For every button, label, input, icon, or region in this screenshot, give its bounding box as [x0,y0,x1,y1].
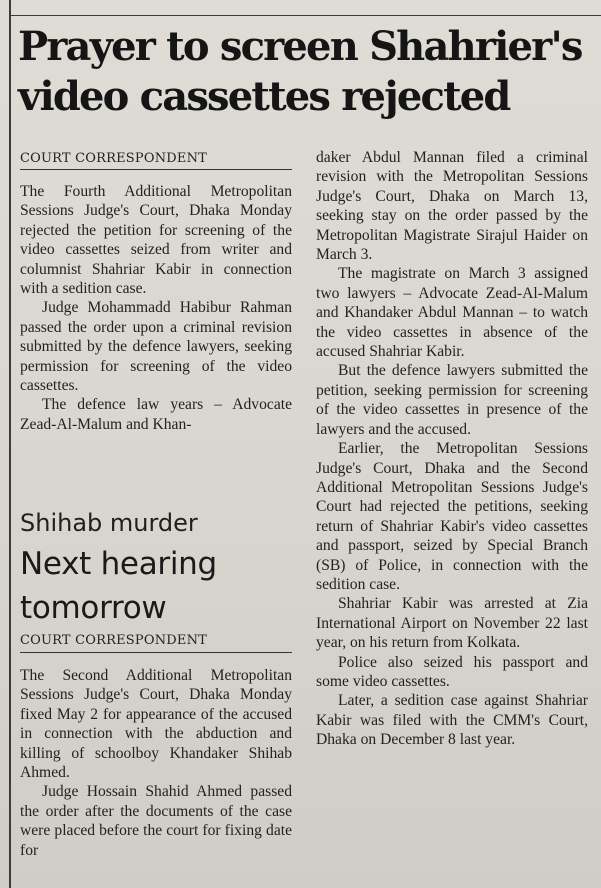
column-rule [9,0,11,888]
paragraph: The Second Additional Metropolitan Sessions Judge's Court, Dhaka Monday fixed May 2 for appearance of the accused in connection with the abduction and killing of schoolboy Khandaker Shihab Ahmed. [20,667,292,782]
article-kicker: Shihab murder [20,509,198,537]
paragraph: daker Abdul Mannan filed a criminal revision with the Metropolitan Sessions Judge's Court, Dhaka on March 13, seeking stay on the order passed by the Metropolitan Magistrate Sirajul Haider on March 3. [316,149,588,264]
paragraph: Police also seized his passport and some video cassettes. [316,653,588,690]
paragraph: Judge Mohammadd Habibur Rahman passed the order upon a criminal revision submitted by the defence lawyers, seeking permission for screening of the video cassettes. [20,299,292,395]
paragraph: Earlier, the Metropolitan Sessions Judge's Court, Dhaka and the Second Additional Metropolitan Sessions Judge's Court had rejected the petitions, seeking return of Shahriar Kabir's video cassettes and passport, seized by Special Branch (SB) of Police, in connection with the sedition case. [316,440,588,593]
byline-2: COURT CORRESPONDENT [20,633,208,648]
article-column-1 [20,182,292,434]
article-column-2 [316,148,588,750]
paragraph: But the defence lawyers submitted the petition, seeking permission for screening of the video cassettes in presence of the lawyers and the accused. [316,362,588,438]
paragraph: Judge Hossain Shahid Ahmed passed the order after the documents of the case were placed before the court for fixing date for [20,783,292,859]
top-rule [9,15,601,16]
byline-rule [20,169,292,170]
paragraph: Shahriar Kabir was arrested at Zia International Airport on November 22 last year, on his return from Kolkata. [316,595,588,652]
paragraph: The defence law years – Advocate Zead-Al-Malum and Khan- [20,396,292,433]
byline-rule-2 [20,652,292,653]
article2-column [20,666,292,860]
article-headline-2: Next hearing tomorrow [20,546,217,626]
paragraph: Later, a sedition case against Shahriar Kabir was filed with the CMM's Court, Dhaka on December 8 last year. [316,692,588,749]
paragraph: The magistrate on March 3 assigned two lawyers – Advocate Zead-Al-Malum and Khandaker Abdul Mannan – to watch the video cassettes in absence of the accused Shahriar Kabir. [316,265,588,361]
paragraph: The Fourth Additional Metropolitan Sessions Judge's Court, Dhaka Monday rejected the petition for screening of the video cassettes seized from writer and columnist Shahriar Kabir in connection with a sedition case. [20,183,292,298]
byline: COURT CORRESPONDENT [20,151,208,166]
article-headline: Prayer to screen Shahrier's video cassettes rejected [18,23,582,120]
